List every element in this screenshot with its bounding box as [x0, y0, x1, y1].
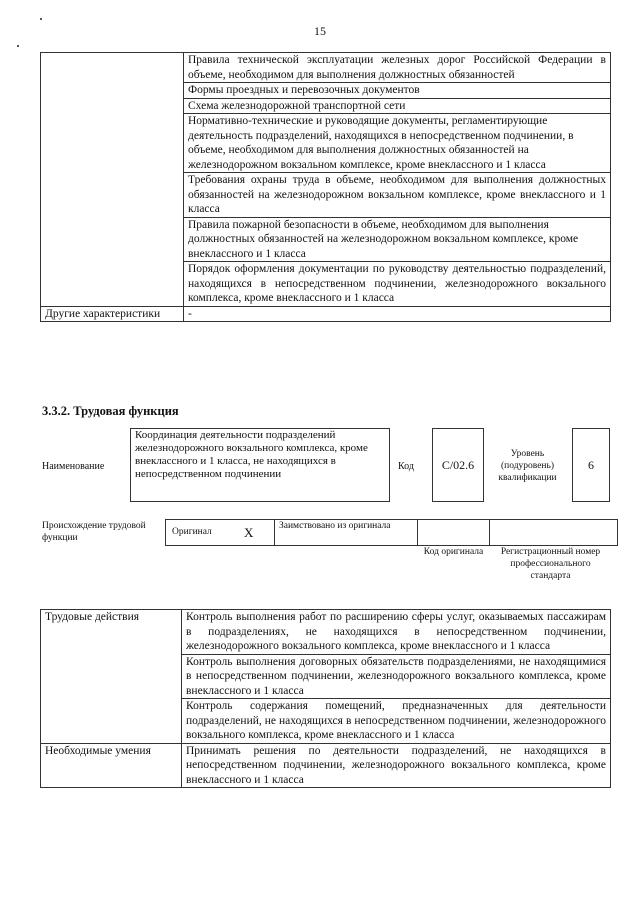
knowledge-item: Требования охраны труда в объеме, необходимом для выполнения должностных обязанностей на железнодорожном вокзальном комплексе, кроме внеклассного и 1 класса: [184, 173, 611, 218]
skill-item: Принимать решения по деятельности подразделений, не находящихся в непосредственном подчинении, железнодорожного вокзального комплекса, кроме внеклассного и 1 класса: [182, 743, 611, 788]
original-mark: X: [244, 525, 254, 540]
reg-number-caption: Регистрационный номер профессионального стандарта: [500, 547, 601, 581]
knowledge-item: Правила пожарной безопасности в объеме, необходимом для выполнения должностных обязанностей на железнодорожном вокзальном комплексе, кроме внеклассного и 1 класса: [184, 217, 611, 262]
origin-row: [165, 519, 618, 546]
name-label: Наименование: [42, 461, 105, 472]
original-code-cell: [417, 520, 490, 545]
origin-label: Происхождение трудовой функции: [42, 521, 146, 543]
function-code-box: C/02.6: [432, 428, 484, 502]
page-number: 15: [314, 24, 326, 38]
original-code-caption: Код оригинала: [423, 547, 484, 557]
skills-label: Необходимые умения: [41, 743, 182, 788]
knowledge-table: [40, 52, 611, 322]
knowledge-item: Порядок оформления документации по руководству деятельностью подразделений, находящихся в непосредственном подчинении, железнодорожного вокзального комплекса, кроме внеклассного и 1 класса: [184, 262, 611, 307]
actions-label: Трудовые действия: [41, 610, 182, 744]
borrowed-cell: [274, 520, 418, 545]
level-value-box: 6: [572, 428, 610, 502]
borrowed-label: Заимствовано из оригинала: [279, 521, 391, 531]
reg-number-cell: [489, 520, 617, 545]
knowledge-item: Формы проездных и перевозочных документов: [184, 83, 611, 99]
level-label: Уровень (подуровень) квалификации: [498, 449, 557, 483]
scan-speck: [17, 45, 19, 47]
action-item: Контроль содержания помещений, предназначенных для деятельности подразделений, не находящихся в непосредственном подчинении, железнодорожного вокзального комплекса, кроме внеклассного и 1 класса: [182, 699, 611, 744]
other-characteristics-value: -: [184, 306, 611, 322]
action-item: Контроль выполнения работ по расширению сферы услуг, оказываемых пассажирам в подразделениях, не находящихся в непосредственном подчинении, железнодорожного вокзального комплекса, кроме внеклассного и 1 класса: [182, 610, 611, 655]
knowledge-item: Правила технической эксплуатации железных дорог Российской Федерации в объеме, необходимом для выполнения должностных обязанностей: [184, 53, 611, 83]
other-characteristics-label: Другие характеристики: [41, 306, 184, 322]
actions-table: [40, 609, 611, 788]
section-heading: 3.3.2. Трудовая функция: [42, 404, 179, 418]
knowledge-item: Нормативно-технические и руководящие документы, регламентирующие деятельность подразделений, находящихся в непосредственном подчинении, в объеме, необходимом для выполнения должностных обязанностей на железнодорожном вокзальном комплексе, кроме внеклассного и 1 класса: [184, 114, 611, 173]
action-item: Контроль выполнения договорных обязательств подразделениями, не находящимися в непосредственном подчинении, железнодорожного вокзального комплекса, кроме внеклассного и 1 класса: [182, 654, 611, 699]
original-cell: [166, 520, 275, 545]
original-label: Оригинал: [172, 527, 212, 537]
empty-label-cell: [41, 53, 184, 307]
knowledge-item: Схема железнодорожной транспортной сети: [184, 98, 611, 114]
function-name-box: Координация деятельности подразделений железнодорожного вокзального комплекса, кроме внеклассного и 1 класса, не находящихся в непосредственном подчинении: [130, 428, 390, 502]
scan-speck: [40, 18, 42, 20]
code-label: Код: [398, 461, 414, 472]
